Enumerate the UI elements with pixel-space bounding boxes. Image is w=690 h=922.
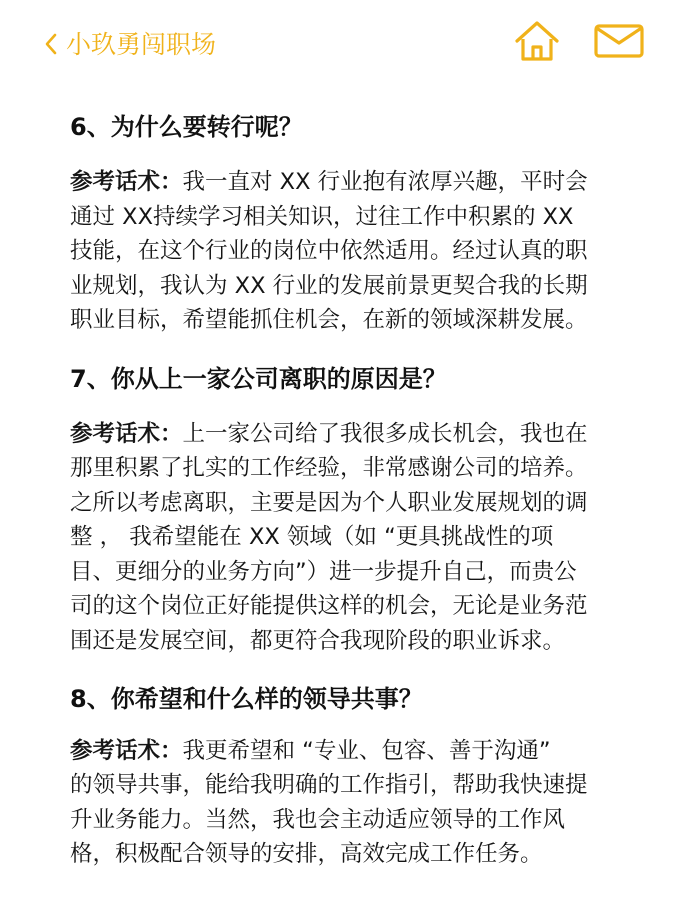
answer-lead-label: 参考话术： bbox=[70, 420, 183, 447]
question-title-8: 8、你希望和什么样的领导共事？ bbox=[70, 685, 423, 714]
answer-line bbox=[70, 734, 636, 769]
answer-line: 司的这个岗位正好能提供这样的机会，无论是业务范 bbox=[70, 593, 588, 620]
question-block-7 bbox=[70, 364, 636, 659]
answer-text: 上一家公司给了我很多成长机会，我也在 bbox=[182, 420, 588, 447]
answer-text: 我一直对 XX 行业抱有浓厚兴趣，平时会 bbox=[182, 169, 588, 196]
answer-line bbox=[70, 417, 636, 452]
answer-line bbox=[70, 165, 636, 200]
answer-line: 那里积累了扎实的工作经验，非常感谢公司的培养。 bbox=[70, 455, 588, 482]
answer-lead-label: 参考话术： bbox=[70, 169, 183, 196]
answer-paragraph-6 bbox=[70, 165, 636, 338]
chevron-left-icon bbox=[44, 33, 58, 55]
answer-line: 格，积极配合领导的安排，高效完成工作任务。 bbox=[70, 841, 543, 868]
top-navigation-bar bbox=[0, 0, 690, 90]
home-button[interactable] bbox=[510, 16, 564, 70]
answer-line: 职业目标，希望能抓住机会，在新的领域深耕发展。 bbox=[70, 307, 588, 334]
answer-line: 技能，在这个行业的岗位中依然适用。经过认真的职 bbox=[70, 238, 588, 265]
question-title-7: 7、你从上一家公司离职的原因是？ bbox=[70, 364, 447, 393]
answer-line: 之所以考虑离职，主要是因为个人职业发展规划的调 bbox=[70, 489, 588, 516]
article-content bbox=[70, 112, 636, 898]
answer-line: 的领导共事，能给我明确的工作指引，帮助我快速提 bbox=[70, 772, 588, 799]
mail-button[interactable] bbox=[592, 16, 646, 70]
answer-paragraph-8 bbox=[70, 734, 636, 872]
back-button-label: 小玖勇闯职场 bbox=[66, 29, 217, 59]
top-icons bbox=[510, 16, 646, 70]
answer-lead-label: 参考话术： bbox=[70, 737, 183, 764]
answer-line: 整 ， 我希望能在 XX 领域（如 “更具挑战性的项 bbox=[70, 524, 554, 551]
question-block-6 bbox=[70, 112, 636, 338]
back-button[interactable] bbox=[44, 22, 216, 66]
mail-icon bbox=[593, 22, 645, 64]
answer-paragraph-7 bbox=[70, 417, 636, 659]
question-block-8 bbox=[70, 684, 636, 871]
answer-line: 围还是发展空间，都更符合我现阶段的职业诉求。 bbox=[70, 627, 566, 654]
answer-line: 目、更细分的业务方向”）进一步提升自己，而贵公 bbox=[70, 558, 577, 585]
question-title-6: 6、为什么要转行呢？ bbox=[70, 113, 303, 141]
answer-line: 升业务能力。当然，我也会主动适应领导的工作风 bbox=[70, 806, 566, 833]
home-icon bbox=[513, 19, 561, 67]
answer-text: 我更希望和 “专业、包容、善于沟通” bbox=[182, 737, 551, 764]
answer-line: 业规划，我认为 XX 行业的发展前景更契合我的长期 bbox=[70, 272, 588, 299]
answer-line: 通过 XX持续学习相关知识，过往工作中积累的 XX bbox=[70, 203, 574, 230]
